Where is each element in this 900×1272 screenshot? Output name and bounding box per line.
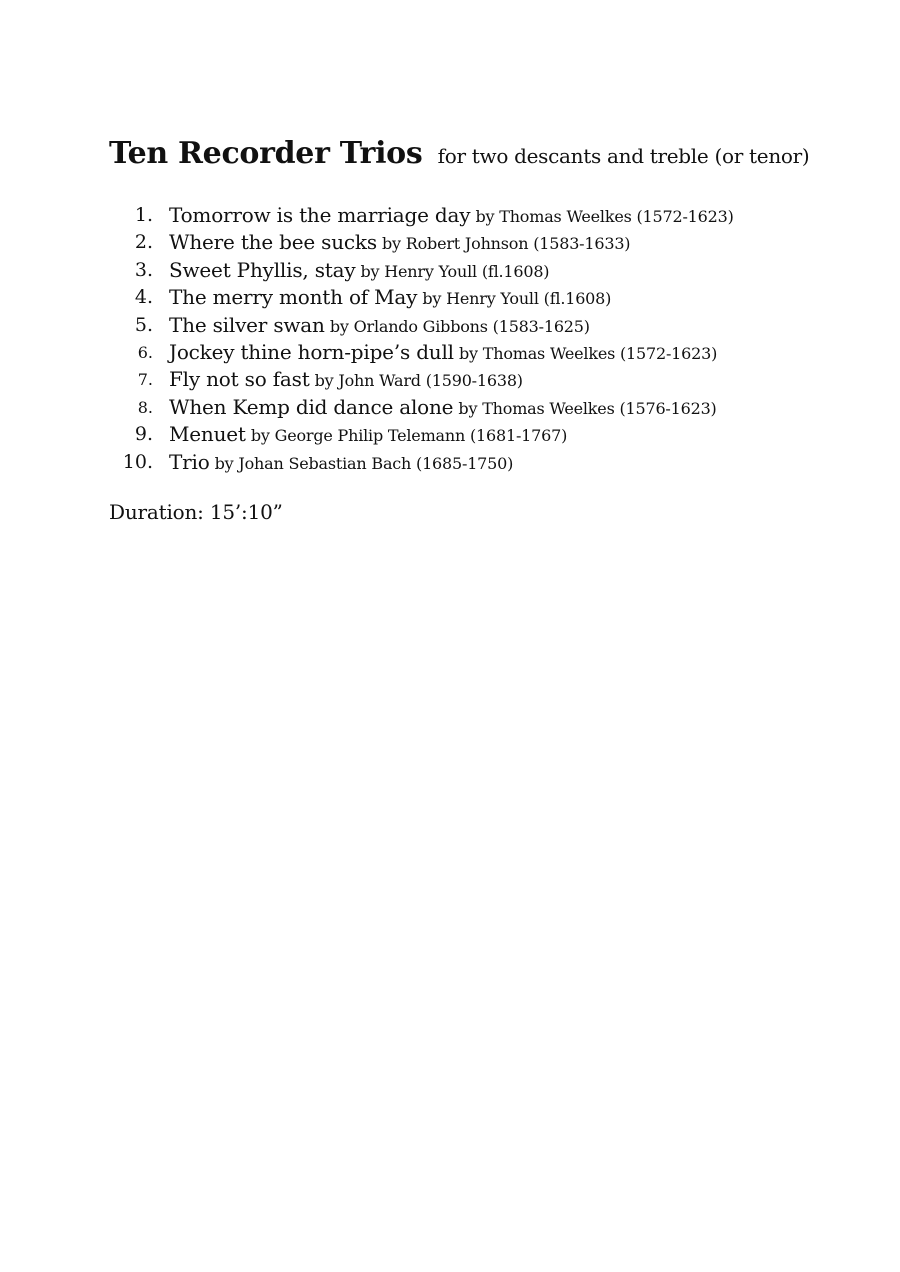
list-item	[109, 421, 869, 448]
piece-title: Tomorrow is the marriage day	[169, 203, 471, 227]
piece-composer: by George Philip Telemann (1681-1767)	[250, 426, 568, 446]
page-subtitle: for two descants and treble (or tenor)	[437, 144, 810, 168]
pieces-list	[109, 202, 869, 476]
piece-title: Sweet Phyllis, stay	[169, 257, 356, 282]
piece-composer: by Thomas Weelkes (1576-1623)	[458, 398, 717, 418]
list-item	[109, 284, 869, 311]
list-item	[109, 394, 869, 421]
duration-text: Duration: 15’:10”	[109, 499, 283, 524]
item-number: 8.	[137, 397, 153, 417]
piece-composer: by Robert Johnson (1583-1633)	[382, 234, 631, 254]
list-item	[109, 202, 869, 229]
item-number: 3.	[134, 258, 153, 281]
piece-composer: by Henry Youll (fl.1608)	[360, 261, 550, 281]
item-number: 6.	[137, 342, 153, 362]
piece-title: Menuet	[169, 422, 246, 447]
piece-title: Jockey thine horn-pipe’s dull	[169, 339, 454, 364]
piece-composer: by Orlando Gibbons (1583-1625)	[329, 316, 590, 336]
piece-title: The merry month of May	[169, 285, 418, 310]
piece-title: Where the bee sucks	[169, 230, 377, 255]
item-number: 4.	[134, 286, 153, 309]
piece-title: Trio	[169, 449, 210, 474]
page-title: Ten Recorder Trios	[109, 136, 423, 171]
item-number: 2.	[134, 231, 153, 254]
piece-composer: by Thomas Weelkes (1572-1623)	[458, 343, 718, 363]
piece-title: The silver swan	[169, 312, 325, 337]
piece-composer: by Henry Youll (fl.1608)	[422, 289, 612, 309]
piece-composer: by Thomas Weelkes (1572-1623)	[475, 207, 734, 226]
document-page	[109, 130, 869, 524]
list-item	[109, 229, 869, 256]
item-number: 10.	[122, 450, 153, 473]
piece-title: Fly not so fast	[169, 367, 310, 392]
piece-composer: by John Ward (1590-1638)	[314, 371, 523, 391]
piece-title: When Kemp did dance alone	[169, 394, 454, 419]
item-number: 1.	[134, 204, 153, 226]
item-number: 5.	[134, 313, 153, 336]
list-item	[109, 366, 869, 393]
item-number: 7.	[137, 370, 153, 390]
list-item	[109, 312, 869, 339]
list-item	[109, 339, 869, 366]
item-number: 9.	[134, 423, 153, 446]
page-heading	[109, 130, 869, 178]
list-item	[109, 257, 869, 284]
list-item	[109, 449, 869, 476]
piece-composer: by Johan Sebastian Bach (1685-1750)	[214, 453, 514, 473]
